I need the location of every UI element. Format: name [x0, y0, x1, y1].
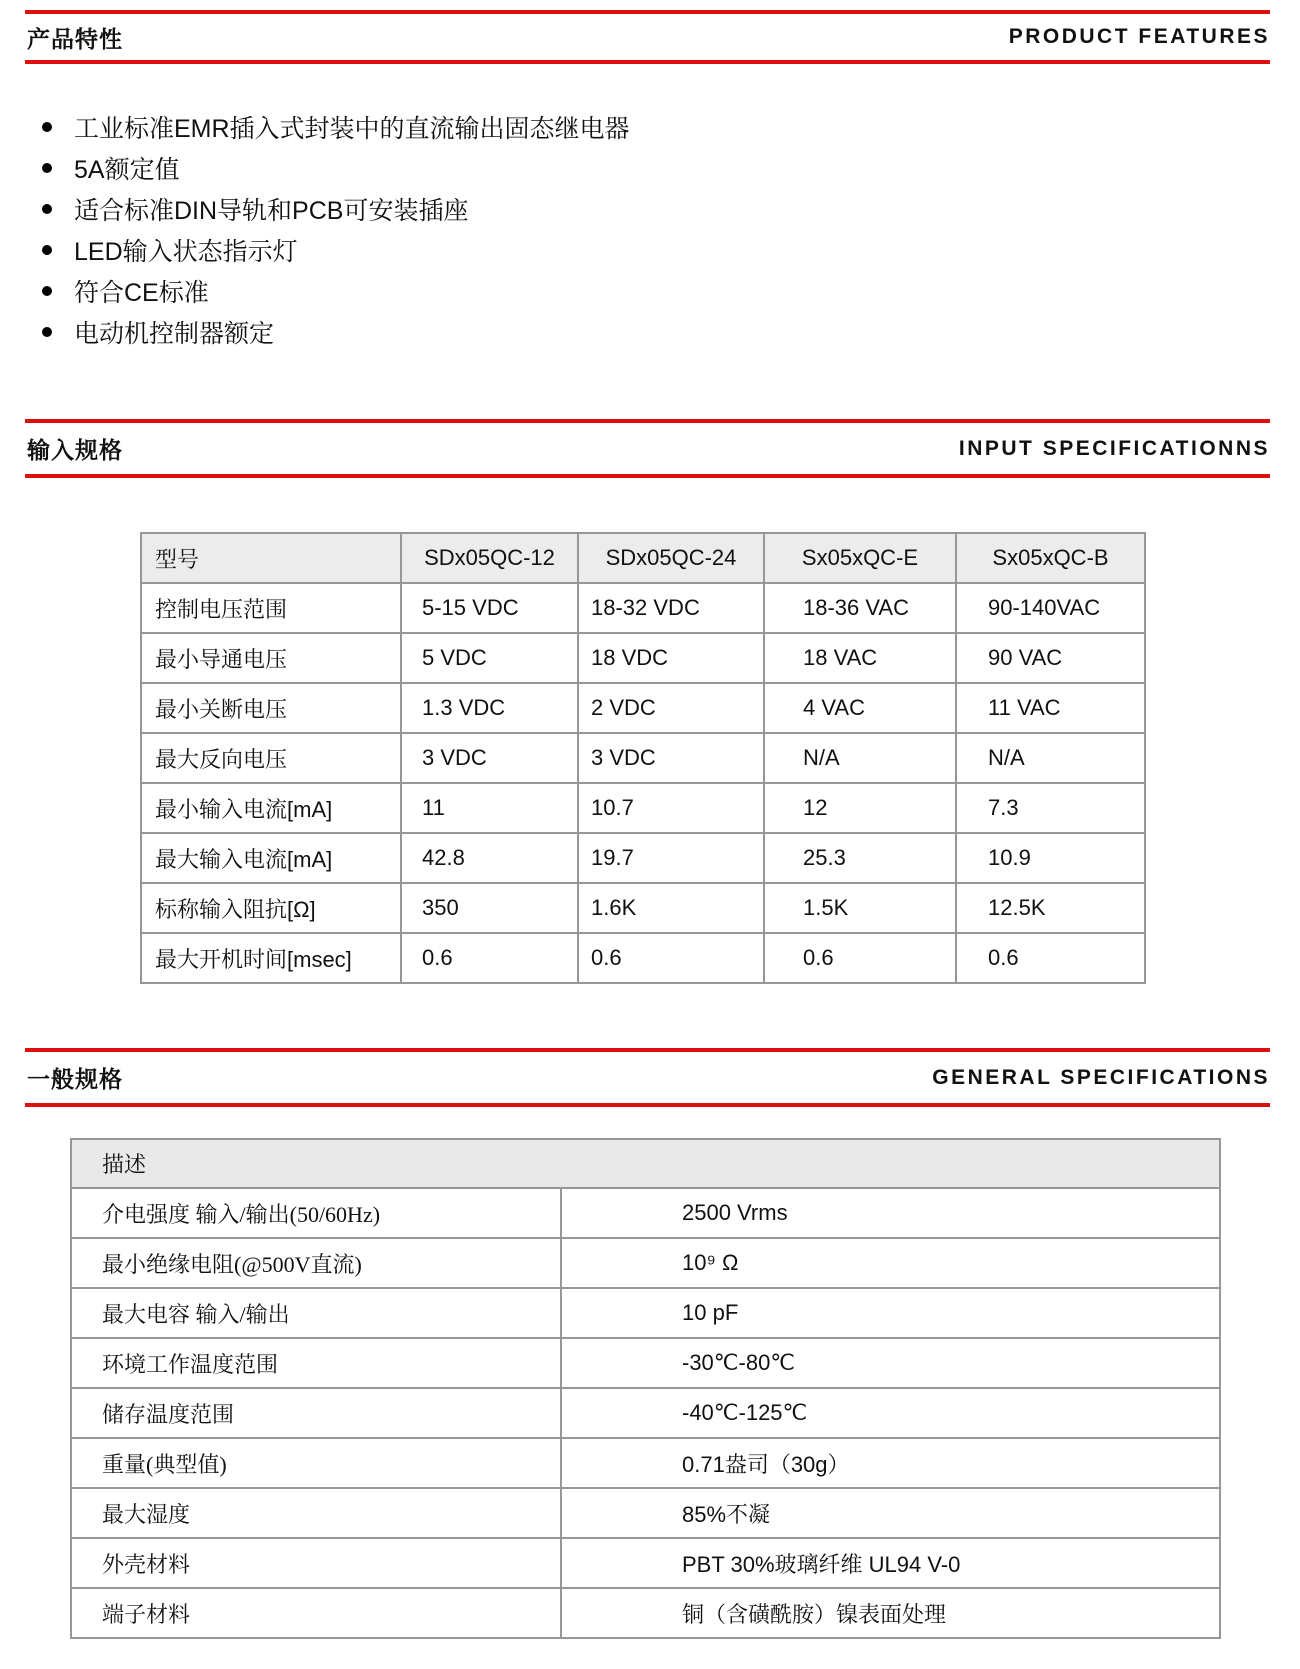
row-label: 环境工作温度范围: [71, 1338, 561, 1388]
general-specs-table-body: [71, 1139, 1220, 1638]
section-title-en: INPUT SPECIFICATIONNS: [958, 436, 1270, 460]
section-title-zh: 输入规格: [27, 437, 123, 463]
spec-value: 90 VAC: [956, 633, 1145, 683]
table-row: [71, 1238, 1220, 1288]
table-row: [71, 1338, 1220, 1388]
spec-value: 18-36 VAC: [764, 583, 956, 633]
row-label: 最大开机时间[msec]: [141, 933, 401, 983]
spec-value: 12: [764, 783, 956, 833]
spec-value: 350: [401, 883, 578, 933]
column-header-model: SDx05QC-12: [401, 533, 578, 583]
feature-item-label: 符合CE标准: [74, 278, 209, 307]
row-label: 最小输入电流[mA]: [141, 783, 401, 833]
section-header-input-specifications: [25, 419, 1270, 478]
model-column-label: 型号: [141, 533, 401, 583]
bullet-dot-icon: [42, 122, 52, 132]
feature-list: [42, 106, 630, 352]
row-label: 端子材料: [71, 1588, 561, 1638]
spec-value: N/A: [764, 733, 956, 783]
spec-value: 1.3 VDC: [401, 683, 578, 733]
spec-value: PBT 30%玻璃纤维 UL94 V-0: [561, 1538, 1220, 1588]
table-row: [71, 1388, 1220, 1438]
section-title-en: PRODUCT FEATURES: [1008, 25, 1270, 48]
bullet-dot-icon: [42, 327, 52, 337]
row-label: 最小关断电压: [141, 683, 401, 733]
row-label: 最大输入电流[mA]: [141, 833, 401, 883]
column-header-model: SDx05QC-24: [578, 533, 764, 583]
row-label: 介电强度 输入/输出(50/60Hz): [71, 1188, 561, 1238]
spec-value: 19.7: [578, 833, 764, 883]
row-label: 最大电容 输入/输出: [71, 1288, 561, 1338]
feature-item: [42, 188, 630, 229]
spec-value: 1.6K: [578, 883, 764, 933]
spec-value: 18 VAC: [764, 633, 956, 683]
table-row: [71, 1438, 1220, 1488]
spec-value: 4 VAC: [764, 683, 956, 733]
feature-item: [42, 229, 630, 270]
feature-item-label: 工业标准EMR插入式封装中的直流输出固态继电器: [74, 114, 630, 143]
feature-item-label: LED输入状态指示灯: [74, 237, 298, 266]
table-row: [141, 883, 1145, 933]
row-label: 重量(典型值): [71, 1438, 561, 1488]
feature-item-label: 电动机控制器额定: [74, 319, 275, 348]
spec-value: -30℃-80℃: [561, 1338, 1220, 1388]
spec-value: 0.71盎司（30g）: [561, 1438, 1220, 1488]
feature-item-label: 适合标准DIN导轨和PCB可安装插座: [74, 196, 469, 225]
spec-value: 1.5K: [764, 883, 956, 933]
feature-item: [42, 106, 630, 147]
table-caption-cell: 描述: [71, 1139, 1220, 1188]
bullet-dot-icon: [42, 245, 52, 255]
spec-value: 10⁹ Ω: [561, 1238, 1220, 1288]
spec-value: 7.3: [956, 783, 1145, 833]
section-title-zh: 产品特性: [27, 25, 123, 52]
spec-value: 3 VDC: [578, 733, 764, 783]
spec-value: 10.7: [578, 783, 764, 833]
spec-value: 铜（含磺酰胺）镍表面处理: [561, 1588, 1220, 1638]
bullet-dot-icon: [42, 163, 52, 173]
row-label: 最小导通电压: [141, 633, 401, 683]
feature-item: [42, 147, 630, 188]
bullet-dot-icon: [42, 286, 52, 296]
spec-value: 85%不凝: [561, 1488, 1220, 1538]
table-row: [71, 1488, 1220, 1538]
caption-row: [71, 1139, 1220, 1188]
row-label: 最大反向电压: [141, 733, 401, 783]
row-label: 最小绝缘电阻(@500V直流): [71, 1238, 561, 1288]
input-specs-table-body: [141, 583, 1145, 983]
spec-value: 10.9: [956, 833, 1145, 883]
section-header-general-specifications: [25, 1048, 1270, 1107]
feature-item: [42, 270, 630, 311]
spec-value: -40℃-125℃: [561, 1388, 1220, 1438]
table-row: [71, 1588, 1220, 1638]
spec-value: 25.3: [764, 833, 956, 883]
spec-value: 0.6: [956, 933, 1145, 983]
spec-value: 11: [401, 783, 578, 833]
feature-item: [42, 311, 630, 352]
spec-value: 11 VAC: [956, 683, 1145, 733]
section-header-product-features: [25, 10, 1270, 64]
spec-value: 5 VDC: [401, 633, 578, 683]
table-row: [71, 1288, 1220, 1338]
column-header-model: Sx05xQC-E: [764, 533, 956, 583]
bullet-dot-icon: [42, 204, 52, 214]
table-row: [141, 833, 1145, 883]
row-label: 控制电压范围: [141, 583, 401, 633]
spec-value: 18 VDC: [578, 633, 764, 683]
section-title-en: GENERAL SPECIFICATIONS: [932, 1065, 1270, 1089]
header-row: [141, 533, 1145, 583]
spec-value: 3 VDC: [401, 733, 578, 783]
row-label: 储存温度范围: [71, 1388, 561, 1438]
table-row: [141, 683, 1145, 733]
table-row: [141, 733, 1145, 783]
spec-value: 90-140VAC: [956, 583, 1145, 633]
spec-value: 12.5K: [956, 883, 1145, 933]
spec-value: 2500 Vrms: [561, 1188, 1220, 1238]
spec-value: 2 VDC: [578, 683, 764, 733]
section-title-zh: 一般规格: [27, 1066, 123, 1092]
feature-item-label: 5A额定值: [74, 155, 180, 184]
spec-value: 5-15 VDC: [401, 583, 578, 633]
general-specs-table: [70, 1138, 1221, 1639]
table-row: [71, 1188, 1220, 1238]
spec-value: 0.6: [401, 933, 578, 983]
table-row: [71, 1538, 1220, 1588]
table-row: [141, 783, 1145, 833]
row-label: 外壳材料: [71, 1538, 561, 1588]
row-label: 最大湿度: [71, 1488, 561, 1538]
spec-value: 18-32 VDC: [578, 583, 764, 633]
table-row: [141, 583, 1145, 633]
spec-value: 10 pF: [561, 1288, 1220, 1338]
row-label: 标称输入阻抗[Ω]: [141, 883, 401, 933]
spec-value: 0.6: [578, 933, 764, 983]
spec-value: 0.6: [764, 933, 956, 983]
table-row: [141, 933, 1145, 983]
input-specs-table: [140, 532, 1146, 984]
table-row: [141, 633, 1145, 683]
spec-value: 42.8: [401, 833, 578, 883]
column-header-model: Sx05xQC-B: [956, 533, 1145, 583]
input-specs-table-head: [141, 533, 1145, 583]
spec-value: N/A: [956, 733, 1145, 783]
